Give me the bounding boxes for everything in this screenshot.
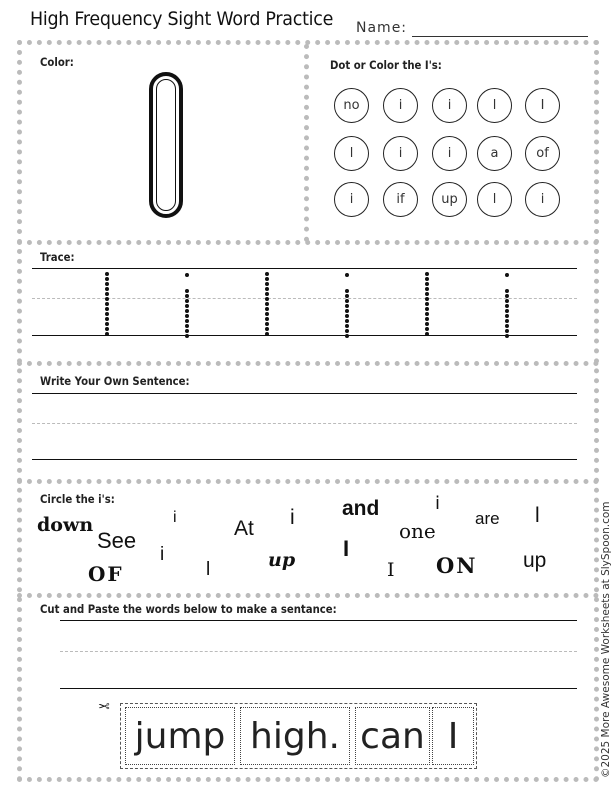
trace-dot bbox=[265, 317, 269, 321]
trace-dot bbox=[105, 282, 109, 286]
trace-dot bbox=[105, 272, 109, 276]
circle-label: Circle the i's: bbox=[40, 492, 115, 506]
write-bottom-line[interactable] bbox=[32, 459, 577, 460]
circle-word[interactable]: See bbox=[97, 528, 137, 553]
circle-word[interactable]: l bbox=[206, 559, 211, 580]
trace-dot bbox=[185, 304, 189, 308]
trace-dot bbox=[265, 302, 269, 306]
circle-word[interactable]: I bbox=[343, 536, 350, 561]
dot-word-circle[interactable]: of bbox=[525, 136, 560, 171]
circle-word[interactable]: ON bbox=[436, 553, 478, 578]
trace-dot bbox=[265, 327, 269, 331]
top-section-divider bbox=[304, 44, 309, 242]
circle-word[interactable]: At bbox=[234, 517, 254, 540]
trace-top-line bbox=[32, 268, 577, 269]
trace-dot bbox=[425, 272, 429, 276]
dot-word-circle[interactable]: l bbox=[477, 88, 512, 123]
trace-dot bbox=[265, 297, 269, 301]
circle-word[interactable]: i bbox=[160, 544, 165, 565]
trace-dot bbox=[425, 332, 429, 336]
trace-dot bbox=[105, 327, 109, 331]
trace-dot bbox=[425, 302, 429, 306]
dot-word-circle[interactable]: i bbox=[525, 182, 560, 217]
trace-dot bbox=[105, 332, 109, 336]
trace-dot bbox=[185, 294, 189, 298]
dot-word-circle[interactable]: if bbox=[383, 182, 418, 217]
trace-dot bbox=[425, 292, 429, 296]
dot-word-circle[interactable]: i bbox=[334, 182, 369, 217]
dot-color-label: Dot or Color the I's: bbox=[330, 58, 442, 72]
trace-dot bbox=[265, 282, 269, 286]
trace-dot bbox=[505, 324, 509, 328]
trace-dot bbox=[265, 322, 269, 326]
trace-dot bbox=[105, 297, 109, 301]
trace-dot bbox=[425, 317, 429, 321]
trace-dot bbox=[265, 307, 269, 311]
trace-dot bbox=[505, 273, 509, 277]
name-input-line[interactable] bbox=[412, 36, 588, 37]
write-sentence-label: Write Your Own Sentence: bbox=[40, 374, 190, 388]
trace-dot bbox=[425, 327, 429, 331]
trace-dot bbox=[505, 319, 509, 323]
trace-dot bbox=[105, 302, 109, 306]
trace-dot bbox=[425, 312, 429, 316]
circle-word[interactable]: i bbox=[173, 509, 177, 526]
trace-dot bbox=[505, 289, 509, 293]
cut-word-card[interactable]: jump bbox=[125, 707, 235, 765]
trace-dot bbox=[265, 312, 269, 316]
paste-top-line[interactable] bbox=[60, 620, 577, 621]
trace-dot bbox=[265, 272, 269, 276]
trace-dot bbox=[345, 299, 349, 303]
trace-dot bbox=[185, 309, 189, 313]
paste-bottom-line[interactable] bbox=[60, 688, 577, 689]
circle-word[interactable]: l bbox=[535, 504, 540, 527]
trace-dot bbox=[105, 277, 109, 281]
trace-dot bbox=[345, 309, 349, 313]
circle-word[interactable]: and bbox=[342, 497, 380, 520]
dot-word-circle[interactable]: l bbox=[334, 136, 369, 171]
section-divider bbox=[17, 479, 599, 484]
cut-word-card[interactable]: can bbox=[355, 707, 430, 765]
trace-dot bbox=[505, 329, 509, 333]
dot-word-circle[interactable]: i bbox=[432, 88, 467, 123]
scissors-icon: ✂ bbox=[98, 697, 110, 713]
dot-word-circle[interactable]: i bbox=[383, 88, 418, 123]
section-divider bbox=[17, 240, 599, 245]
trace-dot bbox=[105, 287, 109, 291]
circle-word[interactable]: I bbox=[387, 559, 395, 581]
write-mid-line[interactable] bbox=[32, 423, 577, 424]
dot-word-circle[interactable]: up bbox=[432, 182, 467, 217]
trace-dot bbox=[185, 334, 189, 338]
trace-label: Trace: bbox=[40, 250, 75, 264]
trace-dot bbox=[505, 304, 509, 308]
trace-dot bbox=[185, 289, 189, 293]
trace-dot bbox=[345, 289, 349, 293]
trace-dot bbox=[105, 312, 109, 316]
paste-mid-line[interactable] bbox=[60, 651, 577, 652]
trace-dot bbox=[265, 292, 269, 296]
trace-dot bbox=[345, 273, 349, 277]
dot-word-circle[interactable]: l bbox=[477, 182, 512, 217]
trace-dot bbox=[505, 309, 509, 313]
dot-word-circle[interactable]: a bbox=[477, 136, 512, 171]
trace-bottom-line bbox=[32, 335, 577, 336]
trace-dot bbox=[185, 314, 189, 318]
trace-dot bbox=[105, 292, 109, 296]
trace-dot bbox=[345, 334, 349, 338]
trace-dot bbox=[345, 314, 349, 318]
trace-dot bbox=[185, 319, 189, 323]
trace-dot bbox=[505, 294, 509, 298]
circle-word[interactable]: up bbox=[268, 549, 296, 571]
trace-dot bbox=[345, 329, 349, 333]
trace-dot bbox=[345, 324, 349, 328]
trace-dot bbox=[425, 322, 429, 326]
section-divider bbox=[17, 361, 599, 366]
trace-dot bbox=[425, 282, 429, 286]
trace-dot bbox=[265, 332, 269, 336]
circle-word[interactable]: i bbox=[435, 493, 441, 514]
name-label: Name: bbox=[356, 20, 408, 36]
circle-word[interactable]: down bbox=[37, 514, 94, 536]
trace-dot bbox=[505, 334, 509, 338]
trace-dot bbox=[425, 297, 429, 301]
trace-dot bbox=[105, 307, 109, 311]
dot-word-circle[interactable]: I bbox=[525, 88, 560, 123]
trace-dot bbox=[505, 299, 509, 303]
circle-word[interactable]: up bbox=[523, 549, 547, 572]
dot-word-circle[interactable]: no bbox=[334, 88, 369, 123]
trace-mid-line bbox=[32, 298, 577, 299]
section-divider bbox=[17, 593, 599, 598]
trace-dot bbox=[185, 329, 189, 333]
trace-dot bbox=[505, 314, 509, 318]
cut-word-card[interactable]: high. bbox=[240, 707, 350, 765]
dot-word-circle[interactable]: i bbox=[383, 136, 418, 171]
circle-word[interactable]: are bbox=[475, 509, 500, 528]
trace-dot bbox=[185, 299, 189, 303]
trace-dot bbox=[265, 277, 269, 281]
circle-word[interactable]: OF bbox=[88, 562, 124, 586]
trace-dot bbox=[105, 317, 109, 321]
trace-dot bbox=[345, 319, 349, 323]
trace-dot bbox=[425, 277, 429, 281]
trace-dot bbox=[265, 287, 269, 291]
trace-dot bbox=[185, 273, 189, 277]
circle-word[interactable]: i bbox=[290, 506, 295, 529]
trace-dot bbox=[345, 294, 349, 298]
trace-dot bbox=[345, 304, 349, 308]
trace-dot bbox=[425, 287, 429, 291]
write-top-line[interactable] bbox=[32, 393, 577, 394]
trace-dot bbox=[105, 322, 109, 326]
trace-dot bbox=[185, 324, 189, 328]
worksheet-title: High Frequency Sight Word Practice bbox=[30, 8, 334, 30]
trace-dot bbox=[425, 307, 429, 311]
circle-word[interactable]: one bbox=[399, 519, 436, 543]
copyright-credit: ©2025 More Awesome Worksheets at SlySpoon.com bbox=[600, 501, 612, 778]
dot-word-circle[interactable]: i bbox=[432, 136, 467, 171]
color-label: Color: bbox=[40, 55, 74, 69]
cut-paste-label: Cut and Paste the words below to make a sentance: bbox=[40, 602, 337, 616]
cut-word-card[interactable]: I bbox=[432, 707, 474, 765]
outlined-letter-l[interactable] bbox=[149, 72, 183, 218]
